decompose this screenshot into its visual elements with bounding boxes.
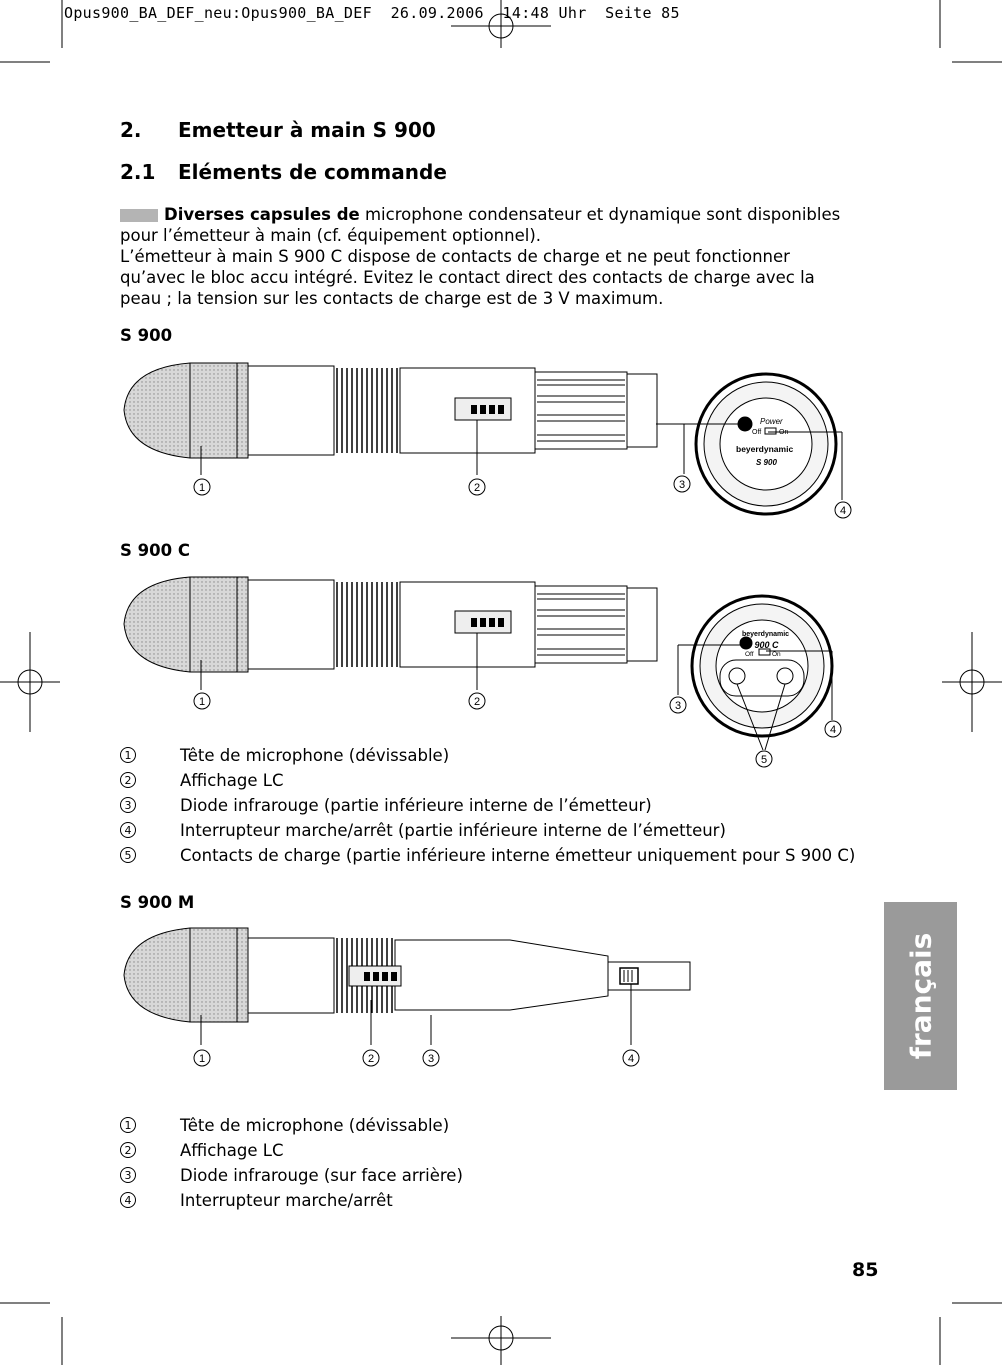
s900c-bottom-view — [678, 596, 832, 750]
legend-number: 1 — [120, 1117, 136, 1133]
legend-text: Diode infrarouge (partie inférieure interne de l’émetteur) — [180, 796, 652, 815]
callout-5: 5 — [760, 754, 768, 766]
s900-brand-logo: beyerdynamic — [736, 444, 794, 454]
callout-2: 2 — [473, 482, 481, 494]
callout-3: 3 — [674, 700, 682, 712]
legend-text: Diode infrarouge (sur face arrière) — [180, 1166, 463, 1185]
legend-number: 4 — [120, 1192, 136, 1208]
intro-lead: Diverses capsules de — [164, 205, 360, 224]
legend-text: Tête de microphone (dévissable) — [180, 1116, 450, 1135]
callout-3: 3 — [678, 479, 686, 491]
callout-1: 1 — [198, 482, 206, 494]
s900c-model-text: S 900 C — [746, 640, 779, 650]
callout-4: 4 — [839, 505, 847, 517]
s900-microphone-drawing — [124, 363, 657, 475]
page-number: 85 — [852, 1259, 879, 1281]
legend-text: Tête de microphone (dévissable) — [180, 746, 450, 765]
language-tab — [884, 902, 957, 1090]
s900c-on-label: On — [772, 651, 781, 658]
section-title: Emetteur à main S 900 — [178, 118, 436, 142]
s900-model-text: S 900 — [756, 458, 777, 467]
s900c-off-label: Off — [745, 651, 754, 658]
model-label-s900m: S 900 M — [120, 893, 195, 912]
section-title: Eléments de commande — [178, 160, 447, 184]
legend-text: Interrupteur marche/arrêt — [180, 1191, 393, 1210]
s900-power-label: Power — [760, 417, 783, 426]
callout-4: 4 — [829, 724, 837, 736]
model-label-s900: S 900 — [120, 326, 173, 345]
legend-text: Contacts de charge (partie inférieure interne émetteur uniquement pour S 900 C) — [180, 846, 856, 865]
legend-number: 3 — [120, 1167, 136, 1183]
s900m-microphone-drawing — [124, 928, 690, 1045]
legend-number: 4 — [120, 822, 136, 838]
s900-off-label: Off — [752, 429, 762, 436]
print-header: Opus900_BA_DEF_neu:Opus900_BA_DEF 26.09.2006 14:48 Uhr Seite 85 — [64, 4, 680, 22]
language-tab-label: français — [904, 932, 937, 1060]
s900c-brand-logo: beyerdynamic — [742, 631, 790, 638]
legend-number: 3 — [120, 797, 136, 813]
section-number: 2.1 — [120, 160, 156, 184]
s900c-microphone-drawing — [124, 577, 657, 690]
callout-1: 1 — [198, 1053, 206, 1065]
legend-number: 1 — [120, 747, 136, 763]
intro-text-2: L’émetteur à main S 900 C dispose de contacts de charge et ne peut fonctionner qu’avec le bloc accu intégré. Evitez le contact direct des contacts de charge avec la peau ; la tension sur les contacts de charge est de 3 V maximum. — [120, 247, 815, 308]
s900-on-label: On — [779, 429, 789, 436]
model-label-s900c: S 900 C — [120, 541, 190, 560]
section-number: 2. — [120, 118, 142, 142]
callout-1: 1 — [198, 696, 206, 708]
legend-text: Affichage LC — [180, 771, 284, 790]
legend-number: 2 — [120, 1142, 136, 1158]
callout-2: 2 — [367, 1053, 375, 1065]
legend-text: Interrupteur marche/arrêt (partie inférieure interne de l’émetteur) — [180, 821, 726, 840]
callout-2: 2 — [473, 696, 481, 708]
callout-3: 3 — [427, 1053, 435, 1065]
legend-number: 2 — [120, 772, 136, 788]
legend-text: Affichage LC — [180, 1141, 284, 1160]
intro-text: microphone condensateur et dynamique sont disponibles pour l’émetteur à main (cf. équipement optionnel). — [120, 205, 841, 245]
legend-number: 5 — [120, 847, 136, 863]
callout-4: 4 — [627, 1053, 635, 1065]
